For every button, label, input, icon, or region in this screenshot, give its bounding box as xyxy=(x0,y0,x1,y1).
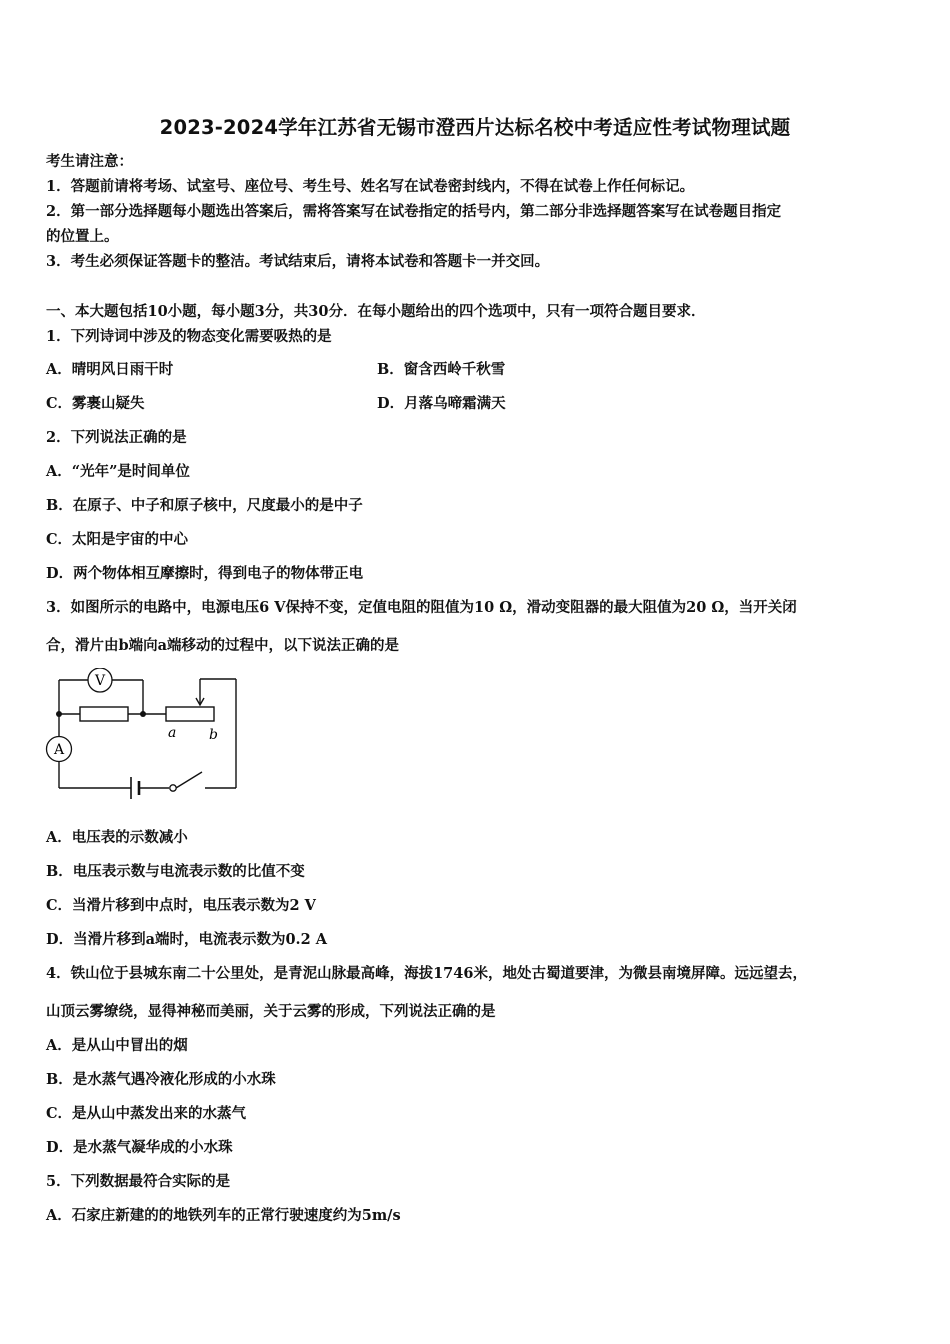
q3-stem-line2: 合，滑片由b端向a端移动的过程中，以下说法正确的是 xyxy=(46,637,400,654)
q4-option-c: C．是从山中蒸发出来的水蒸气 xyxy=(46,1105,247,1122)
q4-stem-line1: 4．铁山位于县城东南二十公里处，是青泥山脉最高峰，海拔1746米，地处古蜀道要津，为微县南境屏障。远远望去， xyxy=(46,965,807,982)
rheostat-end-a: a xyxy=(168,725,177,741)
fixed-resistor xyxy=(80,707,128,721)
q3-option-a: A．电压表的示数减小 xyxy=(46,829,188,846)
q4-option-d: D．是水蒸气凝华成的小水珠 xyxy=(46,1139,233,1156)
q4-stem-line2: 山顶云雾缭绕，显得神秘而美丽，关于云雾的形成，下列说法正确的是 xyxy=(46,1003,496,1020)
ammeter-label: A xyxy=(53,742,65,758)
q3-option-d: D．当滑片移到a端时，电流表示数为0.2 A xyxy=(46,931,327,948)
q3-option-b: B．电压表示数与电流表示数的比值不变 xyxy=(46,863,305,880)
circuit-diagram xyxy=(42,668,242,803)
q1-option-a: A．晴明风日雨干时 xyxy=(46,361,174,378)
q1-stem: 1．下列诗词中涉及的物态变化需要吸热的是 xyxy=(46,328,332,345)
q4-option-b: B．是水蒸气遇冷液化形成的小水珠 xyxy=(46,1071,276,1088)
q4-option-a: A．是从山中冒出的烟 xyxy=(46,1037,188,1054)
q1-option-d: D．月落乌啼霜满天 xyxy=(377,395,506,412)
q1-option-b: B．窗含西岭千秋雪 xyxy=(377,361,506,378)
q3-option-c: C．当滑片移到中点时，电压表示数为2 V xyxy=(46,897,316,914)
notice-item-1: 1．答题前请将考场、试室号、座位号、考生号、姓名写在试卷密封线内，不得在试卷上作任何标记。 xyxy=(46,178,695,195)
q5-stem: 5．下列数据最符合实际的是 xyxy=(46,1173,231,1190)
q2-option-c: C．太阳是宇宙的中心 xyxy=(46,531,189,548)
q2-option-d: D．两个物体相互摩擦时，得到电子的物体带正电 xyxy=(46,565,364,582)
q2-option-b: B．在原子、中子和原子核中，尺度最小的是中子 xyxy=(46,497,363,514)
switch-icon xyxy=(170,785,176,791)
q2-stem: 2．下列说法正确的是 xyxy=(46,429,187,446)
section-header: 一、本大题包括10小题，每小题3分，共30分．在每小题给出的四个选项中，只有一项符合题目要求． xyxy=(46,303,706,320)
notice-item-2: 2．第一部分选择题每小题选出答案后，需将答案写在试卷指定的括号内，第二部分非选择题答案写在试卷题目指定 xyxy=(46,203,782,220)
notice-heading: 考生请注意： xyxy=(46,153,133,170)
rheostat xyxy=(166,707,214,721)
notice-item-3: 3．考生必须保证答题卡的整洁。考试结束后，请将本试卷和答题卡一并交回。 xyxy=(46,253,550,270)
notice-item-2-cont: 的位置上。 xyxy=(46,228,119,245)
voltmeter-label: V xyxy=(94,673,106,689)
rheostat-end-b: b xyxy=(209,727,218,743)
q2-option-a: A．“光年”是时间单位 xyxy=(46,463,190,480)
page-title: 2023-2024学年江苏省无锡市澄西片达标名校中考适应性考试物理试题 xyxy=(159,116,791,139)
q1-option-c: C．雾裹山疑失 xyxy=(46,395,145,412)
q3-stem-line1: 3．如图所示的电路中，电源电压6 V保持不变，定值电阻的阻值为10 Ω，滑动变阻器的最大阻值为20 Ω，当开关闭 xyxy=(46,599,797,616)
q5-option-a: A．石家庄新建的的地铁列车的正常行驶速度约为5m/s xyxy=(46,1207,401,1224)
